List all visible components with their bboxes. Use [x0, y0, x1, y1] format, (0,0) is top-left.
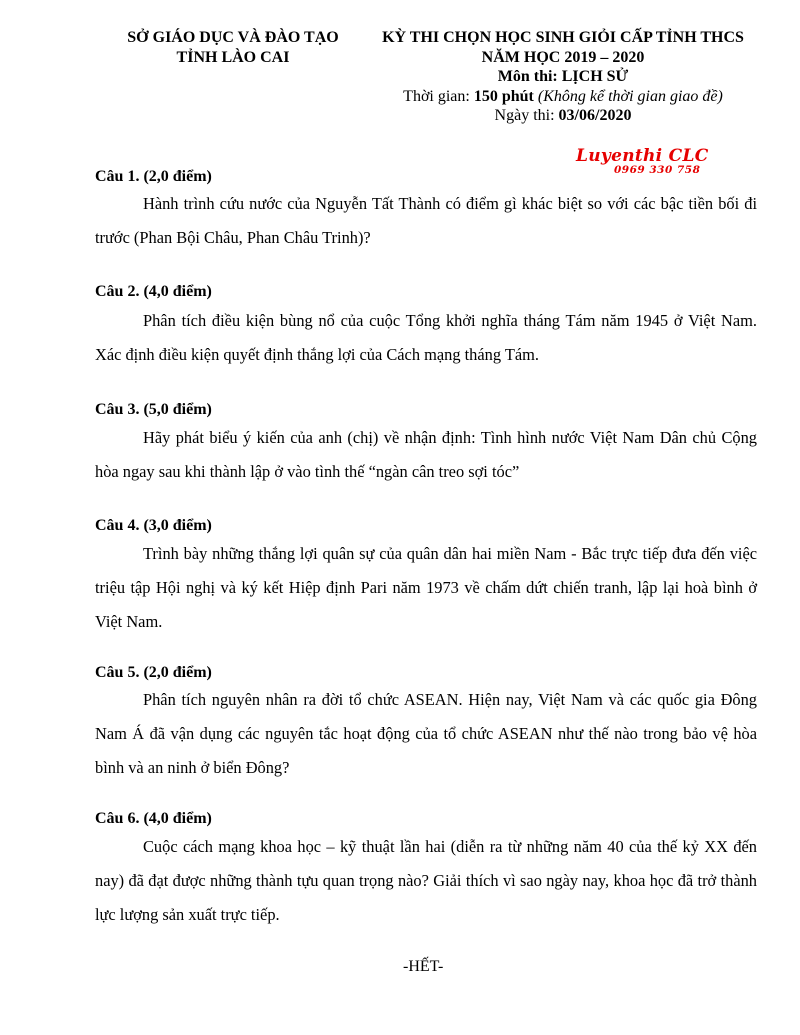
- province-name: TỈNH LÀO CAI: [176, 49, 290, 66]
- question-4-title: Câu 4. (3,0 điểm): [95, 517, 212, 534]
- question-6-title: Câu 6. (4,0 điểm): [95, 810, 212, 827]
- question-2-body: Phân tích điều kiện bùng nổ của cuộc Tổng khởi nghĩa tháng Tám năm 1945 ở Việt Nam. Xác định điều kiện quyết định thắng lợi của Cách mạng tháng Tám.: [95, 311, 757, 364]
- duration-note: (Không kể thời gian giao đề): [533, 88, 723, 105]
- date-label: Ngày thi:: [494, 107, 559, 124]
- watermark-phone: 0969 330 758: [614, 164, 701, 176]
- exam-date: [368, 106, 758, 126]
- question-1-title: Câu 1. (2,0 điểm): [95, 168, 212, 185]
- department-name: SỞ GIÁO DỤC VÀ ĐÀO TẠO: [127, 29, 339, 46]
- duration-value: 150 phút: [473, 88, 534, 105]
- date-value: 03/06/2020: [558, 107, 632, 124]
- question-6-body: Cuộc cách mạng khoa học – kỹ thuật lần hai (diễn ra từ những năm 40 của thế kỷ XX đến nay) đã đạt được những thành tựu quan trọng nào? Giải thích vì sao ngày nay, khoa học đã trở thành lực lượng sản xuất trực tiếp.: [95, 837, 757, 924]
- question-3-title: Câu 3. (5,0 điểm): [95, 401, 212, 418]
- duration-label: Thời gian:: [403, 88, 474, 105]
- question-5-body: Phân tích nguyên nhân ra đời tổ chức ASEAN. Hiện nay, Việt Nam và các quốc gia Đông Nam Á đã vận dụng các nguyên tắc hoạt động của tổ chức ASEAN như thế nào trong bảo vệ hòa bình và an ninh ở biển Đông?: [95, 690, 757, 777]
- question-5-title: Câu 5. (2,0 điểm): [95, 664, 212, 681]
- end-mark: -HẾT-: [403, 958, 444, 975]
- question-3-body: Hãy phát biểu ý kiến của anh (chị) về nhận định: Tình hình nước Việt Nam Dân chủ Cộng hòa ngay sau khi thành lập ở vào tình thế “ngàn cân treo sợi tóc”: [95, 428, 757, 481]
- question-4-body: Trình bày những thắng lợi quân sự của quân dân hai miền Nam - Bắc trực tiếp đưa đến việc triệu tập Hội nghị và ký kết Hiệp định Pari năm 1973 về chấm dứt chiến tranh, lập lại hoà bình ở Việt Nam.: [95, 544, 757, 631]
- exam-duration: [368, 87, 758, 107]
- school-year: NĂM HỌC 2019 – 2020: [481, 49, 645, 66]
- question-2-title: Câu 2. (4,0 điểm): [95, 283, 212, 300]
- watermark-brand: Luyenthi CLC: [576, 146, 709, 166]
- exam-title: KỲ THI CHỌN HỌC SINH GIỎI CẤP TỈNH THCS: [382, 29, 744, 46]
- exam-subject: Môn thi: LỊCH SỬ: [497, 68, 629, 85]
- question-1-body: Hành trình cứu nước của Nguyễn Tất Thành có điểm gì khác biệt so với các bậc tiền bối đi trước (Phan Bội Châu, Phan Châu Trinh)?: [95, 194, 757, 247]
